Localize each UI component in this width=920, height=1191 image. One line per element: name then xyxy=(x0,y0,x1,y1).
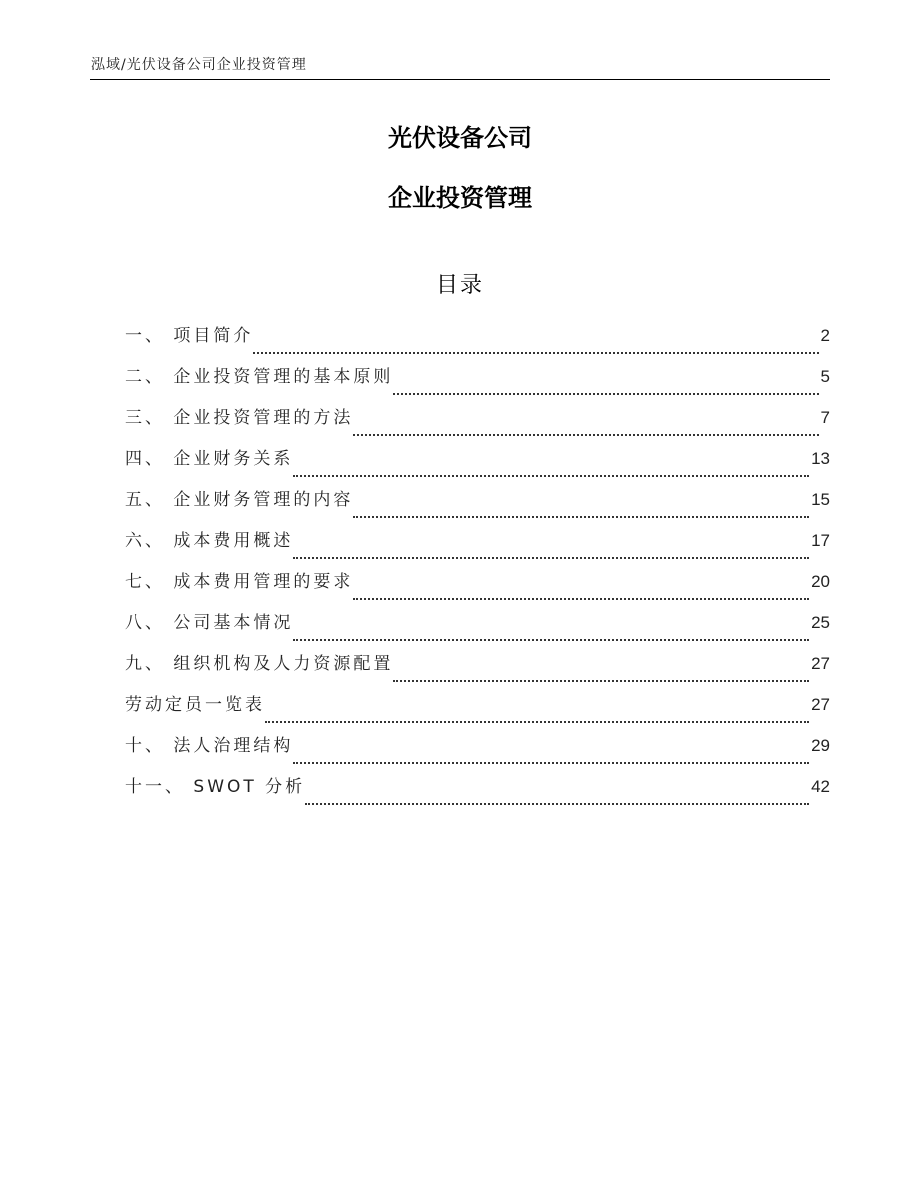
toc-entry-label: 五、 企业财务管理的内容 xyxy=(125,490,354,510)
toc-entry[interactable] xyxy=(125,363,830,404)
toc-entry[interactable] xyxy=(125,732,830,773)
toc-entry-page: 20 xyxy=(811,572,830,591)
toc-leader xyxy=(305,787,809,805)
toc-entry-page: 7 xyxy=(820,408,830,427)
toc-entry-label: 七、 成本费用管理的要求 xyxy=(125,572,354,592)
toc-entry-label: 一、 项目简介 xyxy=(125,326,254,346)
toc-entry[interactable] xyxy=(125,691,830,732)
header-rule xyxy=(90,79,830,80)
toc-entry-label: 六、 成本费用概述 xyxy=(125,531,294,551)
toc-entry-label: 四、 企业财务关系 xyxy=(125,449,294,469)
toc-leader xyxy=(293,623,809,641)
toc-entry[interactable] xyxy=(125,404,830,445)
toc-leader xyxy=(393,664,809,682)
toc-entry[interactable] xyxy=(125,527,830,568)
document-subtitle: 企业投资管理 xyxy=(388,184,532,212)
toc-leader xyxy=(293,459,809,477)
toc-entry-page: 17 xyxy=(811,531,830,550)
running-header: 泓域/光伏设备公司企业投资管理 xyxy=(91,57,307,73)
toc-entry-page: 5 xyxy=(820,367,830,386)
toc-entry[interactable] xyxy=(125,609,830,650)
toc-entry[interactable] xyxy=(125,650,830,691)
toc-leader xyxy=(293,746,809,764)
toc-leader xyxy=(253,336,818,354)
toc-entry-label: 八、 公司基本情况 xyxy=(125,613,294,633)
toc-entry[interactable] xyxy=(125,486,830,527)
toc-entry-page: 2 xyxy=(820,326,830,345)
toc-entry-label: 九、 组织机构及人力资源配置 xyxy=(125,654,394,674)
toc-entry[interactable] xyxy=(125,322,830,363)
toc-entry[interactable] xyxy=(125,568,830,609)
toc-entry[interactable] xyxy=(125,445,830,486)
toc-leader xyxy=(393,377,818,395)
toc-leader xyxy=(353,500,809,518)
toc-entry-label: 劳动定员一览表 xyxy=(125,695,265,715)
toc-entry-page: 27 xyxy=(811,654,830,673)
toc-leader xyxy=(353,418,818,436)
toc-entry-page: 29 xyxy=(811,736,830,755)
toc-entry-page: 42 xyxy=(811,777,830,796)
toc-leader xyxy=(353,582,809,600)
toc-leader xyxy=(265,705,809,723)
toc-entry-page: 25 xyxy=(811,613,830,632)
toc-entry[interactable] xyxy=(125,773,830,814)
toc-entry-page: 13 xyxy=(811,449,830,468)
document-title: 光伏设备公司 xyxy=(388,124,532,152)
toc-leader xyxy=(293,541,809,559)
toc-heading: 目录 xyxy=(435,273,484,298)
toc-entry-label: 二、 企业投资管理的基本原则 xyxy=(125,367,394,387)
toc-entry-page: 27 xyxy=(811,695,830,714)
toc-entry-label: 三、 企业投资管理的方法 xyxy=(125,408,354,428)
toc-entry-page: 15 xyxy=(811,490,830,509)
table-of-contents xyxy=(125,322,830,814)
toc-entry-label: 十一、 SWOT 分析 xyxy=(125,777,306,797)
toc-entry-label: 十、 法人治理结构 xyxy=(125,736,294,756)
